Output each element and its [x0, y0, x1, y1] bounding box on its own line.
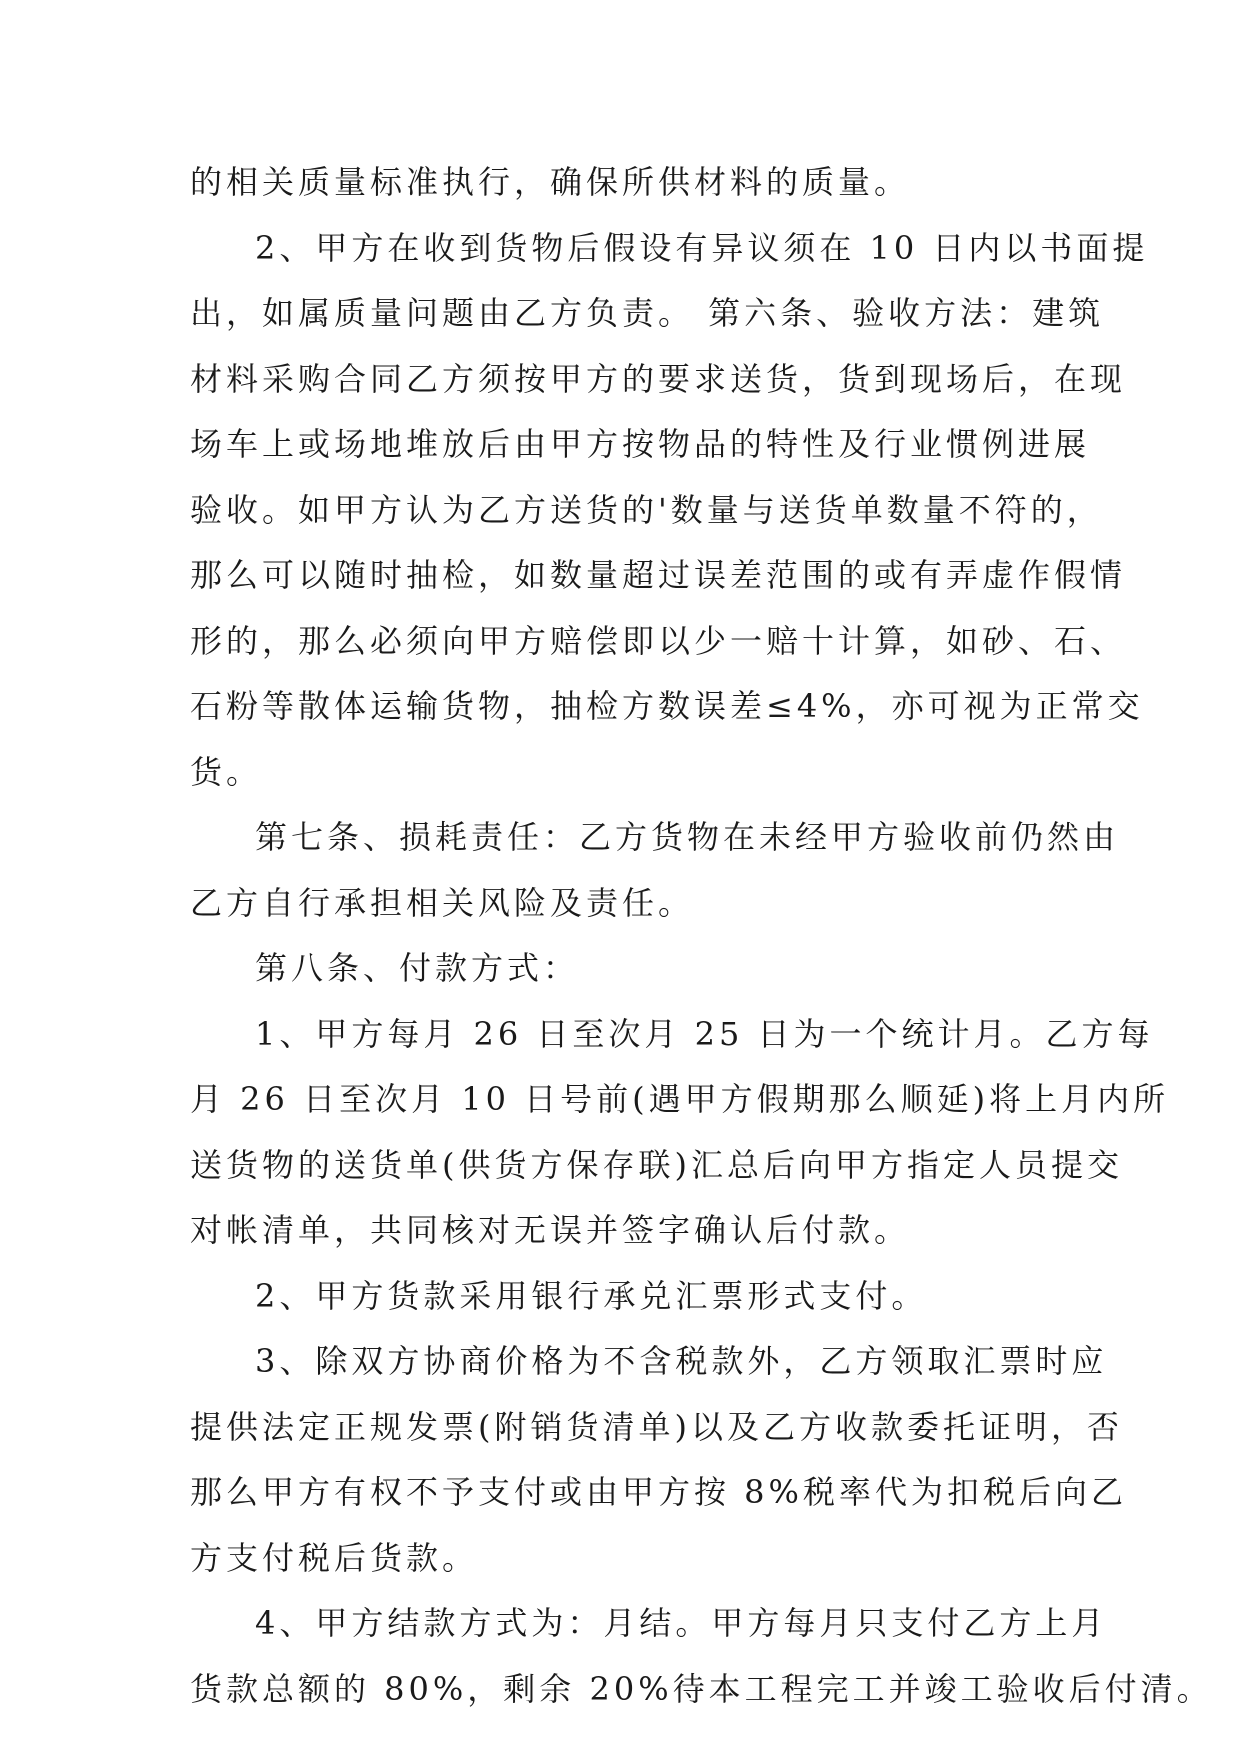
text-line: 材料采购合同乙方须按甲方的要求送货，货到现场后，在现	[190, 359, 1127, 398]
text-line: 货。	[190, 752, 263, 791]
text-line: 第八条、付款方式：	[255, 949, 580, 987]
text-line: 石粉等散体运输货物，抽检方数误差≤4%，亦可视为正常交	[190, 687, 1144, 725]
text-line: 场车上或场地堆放后由甲方按物品的特性及行业惯例进展	[190, 425, 1091, 463]
text-line: 2、甲方在收到货物后假设有异议须在 10 日内以书面提	[255, 228, 1149, 267]
text-line: 货款总额的 80%，剩余 20%待本工程完工并竣工验收后付清。	[190, 1669, 1213, 1708]
text-line: 送货物的送货单(供货方保存联)汇总后向甲方指定人员提交	[190, 1145, 1123, 1184]
text-line: 第七条、损耗责任：乙方货物在未经甲方验收前仍然由	[255, 818, 1120, 856]
text-line: 的相关质量标准执行，确保所供材料的质量。	[190, 163, 911, 201]
text-line: 3、除双方协商价格为不含税款外，乙方领取汇票时应	[255, 1342, 1108, 1380]
text-line: 验收。如甲方认为乙方送货的'数量与送货单数量不符的，	[190, 490, 1103, 529]
text-line: 方支付税后货款。	[190, 1538, 479, 1577]
text-line: 出，如属质量问题由乙方负责。 第六条、验收方法：建筑	[190, 294, 1105, 332]
text-line: 提供法定正规发票(附销货清单)以及乙方收款委托证明，否	[190, 1407, 1123, 1446]
text-line: 1、甲方每月 26 日至次月 25 日为一个统计月。乙方每	[255, 1014, 1154, 1053]
text-line: 4、甲方结款方式为：月结。甲方每月只支付乙方上月	[255, 1604, 1108, 1642]
text-line: 那么可以随时抽检，如数量超过误差范围的或有弄虚作假情	[190, 556, 1127, 594]
text-line: 形的，那么必须向甲方赔偿即以少一赔十计算，如砂、石、	[190, 621, 1127, 660]
text-line: 那么甲方有权不予支付或由甲方按 8%税率代为扣税后向乙	[190, 1473, 1127, 1511]
text-line: 2、甲方货款采用银行承兑汇票形式支付。	[255, 1276, 928, 1315]
text-line: 月 26 日至次月 10 日号前(遇甲方假期那么顺延)将上月内所	[190, 1080, 1170, 1118]
text-line: 对帐清单，共同核对无误并签字确认后付款。	[190, 1211, 911, 1249]
text-line: 乙方自行承担相关风险及责任。	[190, 883, 695, 922]
document-body	[190, 150, 1213, 1722]
